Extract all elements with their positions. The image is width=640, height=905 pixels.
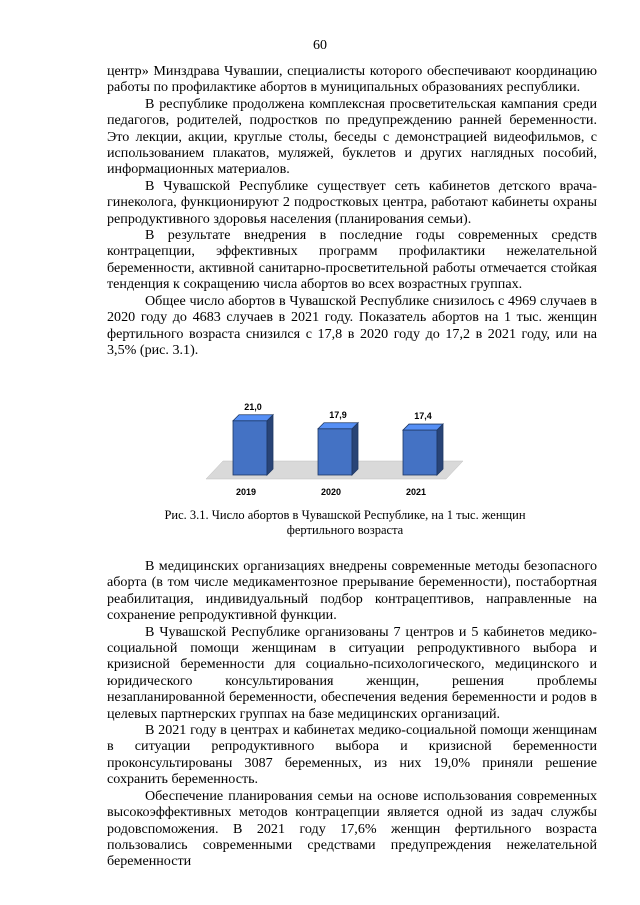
paragraph: В медицинских организациях внедрены современные методы безопасного аборта (в том числе медикаментозное прерывание беременности), постабортная реабилитация, индивидуальный подбор контрацептивов, направленные на сохранение репродуктивной функции. <box>107 558 597 624</box>
bar-side-2020 <box>352 423 358 475</box>
value-label: 17,4 <box>414 411 432 422</box>
page-number: 60 <box>313 38 327 53</box>
bar-side-2021 <box>437 424 443 475</box>
paragraph: В результате внедрения в последние годы современных средств контрацепции, эффективных программ профилактики нежелательной беременности, активной санитарно-просветительной работы отмечается стойкая тенденция к сокращению числа абортов во всех возрастных группах. <box>107 227 597 293</box>
bar-top-2021 <box>403 424 443 430</box>
paragraph: центр» Минздрава Чувашии, специалисты которого обеспечивают координацию работы по профилактике абортов в муниципальных образованиях республики. <box>107 63 597 96</box>
figure-caption: Рис. 3.1. Число абортов в Чувашской Республике, на 1 тыс. женщин фертильного возраста <box>164 508 526 537</box>
bar-top-2019 <box>233 415 273 421</box>
bar-top-2020 <box>318 423 358 429</box>
category-label: 2021 <box>405 487 427 497</box>
category-label: 2020 <box>320 487 342 497</box>
paragraph: В Чувашской Республике организованы 7 центров и 5 кабинетов медико-социальной помощи женщинам в ситуации репродуктивного выбора и кризисной беременности для социально-психологического, медицинского и юридического консультирования женщин, решения проблемы незапланированной беременности, обеспечения ведения беременности и родов в целевых партнерских группах на базе медицинских организаций. <box>107 623 597 722</box>
paragraph: В Чувашской Республике существует сеть кабинетов детского врача-гинеколога, функционируют 2 подростковых центра, работают кабинеты охраны репродуктивного здоровья населения (планирования семьи). <box>107 177 597 227</box>
bar-2021 <box>403 430 437 475</box>
paragraph: В 2021 году в центрах и кабинетах медико-социальной помощи женщинам в ситуации репродуктивного выбора и кризисной беременности проконсультированы 3087 беременных, из них 19,0% приняли решение сохранить беременность. <box>107 722 597 788</box>
bar-2020 <box>318 429 352 475</box>
chart-canvas <box>195 395 475 505</box>
bar-2019 <box>233 421 267 475</box>
paragraph: Обеспечение планирования семьи на основе использования современных высокоэффективных методов контрацепции является одной из задач службы родовспоможения. В 2021 году 17,6% женщин фертильного возраста пользовались современными средствами предупреждения нежелательной беременности <box>107 787 597 870</box>
bars-layer <box>233 415 443 475</box>
bar-side-2019 <box>267 415 273 475</box>
paragraph: В республике продолжена комплексная просветительская кампания среди педагогов, родителей, подростков по предупреждению ранней беременности. Это лекции, акции, круглые столы, беседы с демонстрацией видеофильмов, с использованием плакатов, муляжей, буклетов и других наглядных пособий, информационных материалов. <box>107 95 597 178</box>
bottom-text-block <box>107 558 597 870</box>
top-text-block <box>107 63 597 358</box>
category-label: 2019 <box>235 487 257 497</box>
value-label: 17,9 <box>329 409 347 420</box>
paragraph: Общее число абортов в Чувашской Республике снизилось с 4969 случаев в 2020 году до 4683 случаев в 2021 году. Показатель абортов на 1 тыс. женщин фертильного возраста снизился с 17,8 в 2020 году до 17,2 в 2021 году, или на 3,5% (рис. 3.1). <box>107 292 597 358</box>
abortion-rate-chart <box>195 395 475 505</box>
value-label: 21,0 <box>244 401 262 412</box>
